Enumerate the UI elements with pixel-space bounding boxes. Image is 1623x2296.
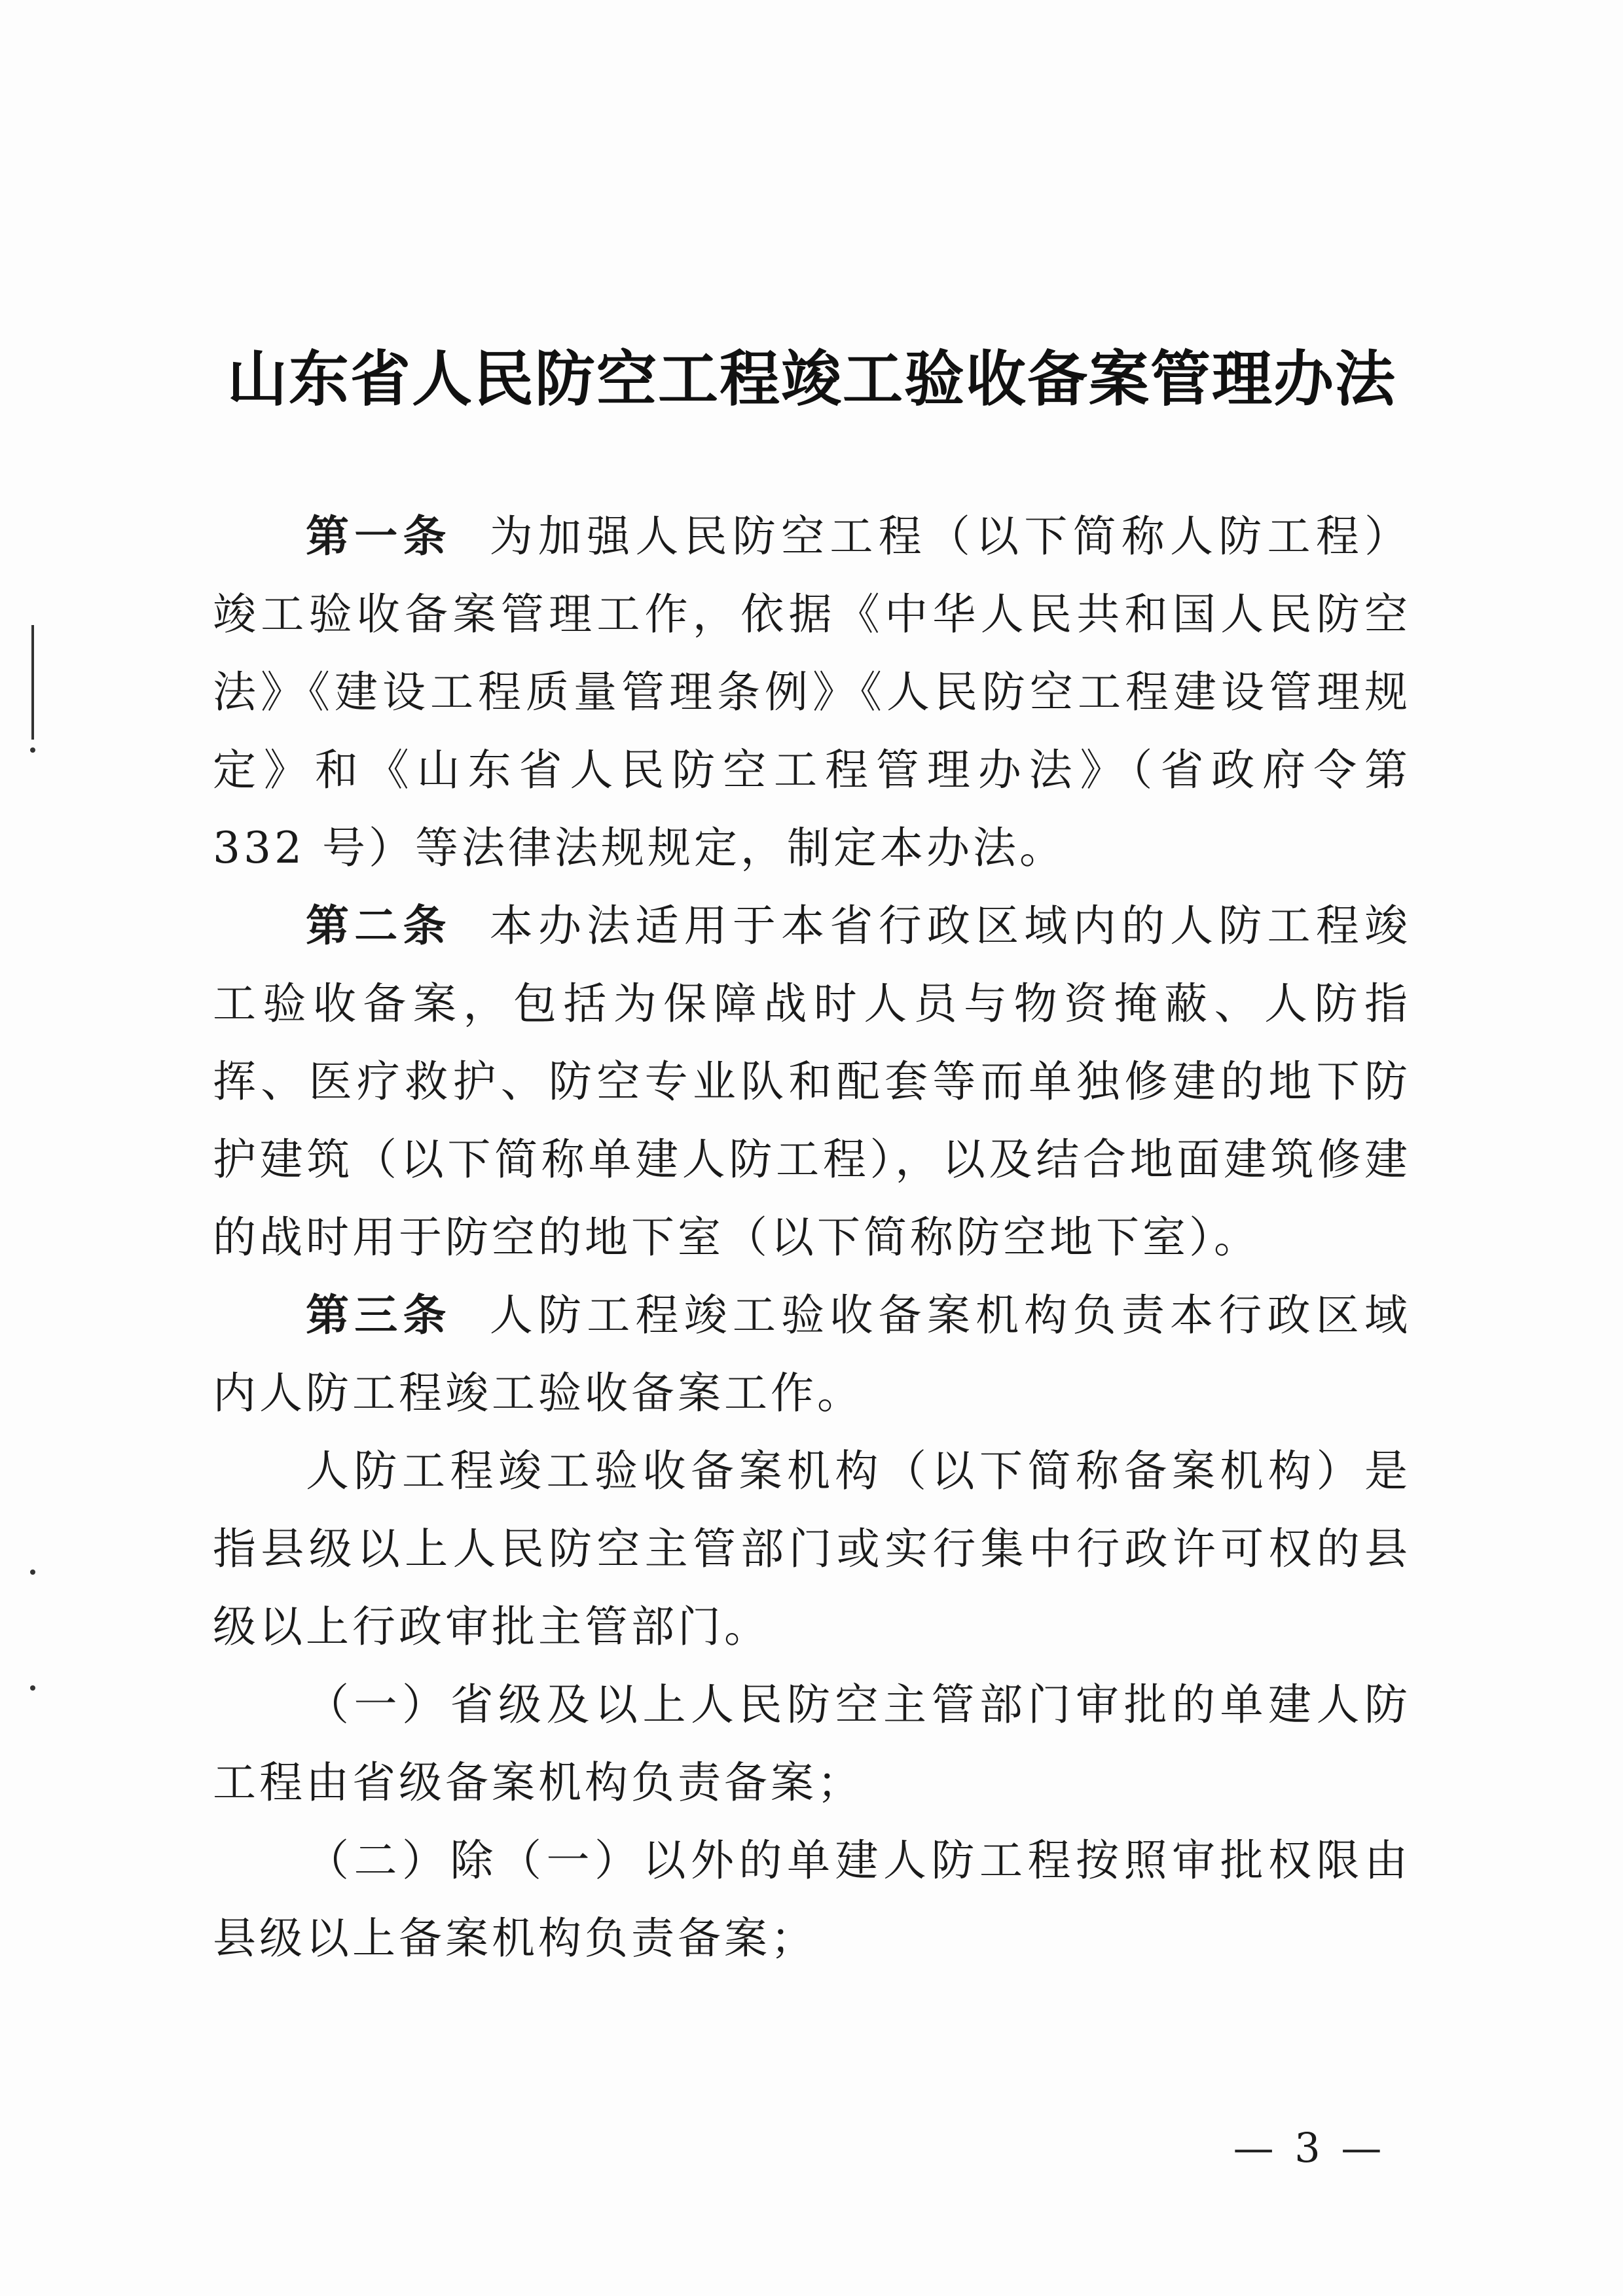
article-1-text: 为加强人民防空工程（以下简称人防工程）竣工验收备案管理工作，依据《中华人民共和国人民防空法》《建设工程质量管理条例》《人民防空工程建设管理规定》和《山东省人民防空工程管理办法》（省政府令第 332 号）等法律法规规定，制定本办法。 [213, 511, 1412, 873]
paragraph-filing-authority: 人防工程竣工验收备案机构（以下简称备案机构）是指县级以上人民防空主管部门或实行集中行政许可权的县级以上行政审批主管部门。 [213, 1446, 1411, 1652]
article-3 [213, 1276, 1411, 1432]
article-3-heading: 第三条 [306, 1290, 452, 1340]
article-2 [213, 887, 1411, 1276]
document-title: 山东省人民防空工程竣工验收备案管理办法 [227, 344, 1396, 414]
document-body [213, 497, 1411, 1977]
article-1 [213, 497, 1411, 887]
article-3-text: 人防工程竣工验收备案机构负责本行政区域内人防工程竣工验收备案工作。 [213, 1290, 1412, 1418]
page-number: — 3 — [1233, 2124, 1386, 2172]
paragraph-item-1: （一）省级及以上人民防空主管部门审批的单建人防工程由省级备案机构负责备案； [213, 1679, 1411, 1808]
binding-dot-bottom [30, 1685, 35, 1691]
article-2-text: 本办法适用于本省行政区域内的人防工程竣工验收备案，包括为保障战时人员与物资掩蔽、人防指挥、医疗救护、防空专业队和配套等而单独修建的地下防护建筑（以下简称单建人防工程），以及结合地面建筑修建的战时用于防空的地下室（以下简称防空地下室）。 [213, 901, 1412, 1263]
article-2-heading: 第二条 [306, 901, 452, 951]
paragraph-item-2: （二）除（一）以外的单建人防工程按照审批权限由县级以上备案机构负责备案； [213, 1835, 1411, 1964]
article-1-heading: 第一条 [306, 511, 452, 562]
binding-dot-top [30, 747, 35, 753]
binding-dot-middle [30, 1570, 35, 1575]
binding-line [31, 625, 34, 740]
